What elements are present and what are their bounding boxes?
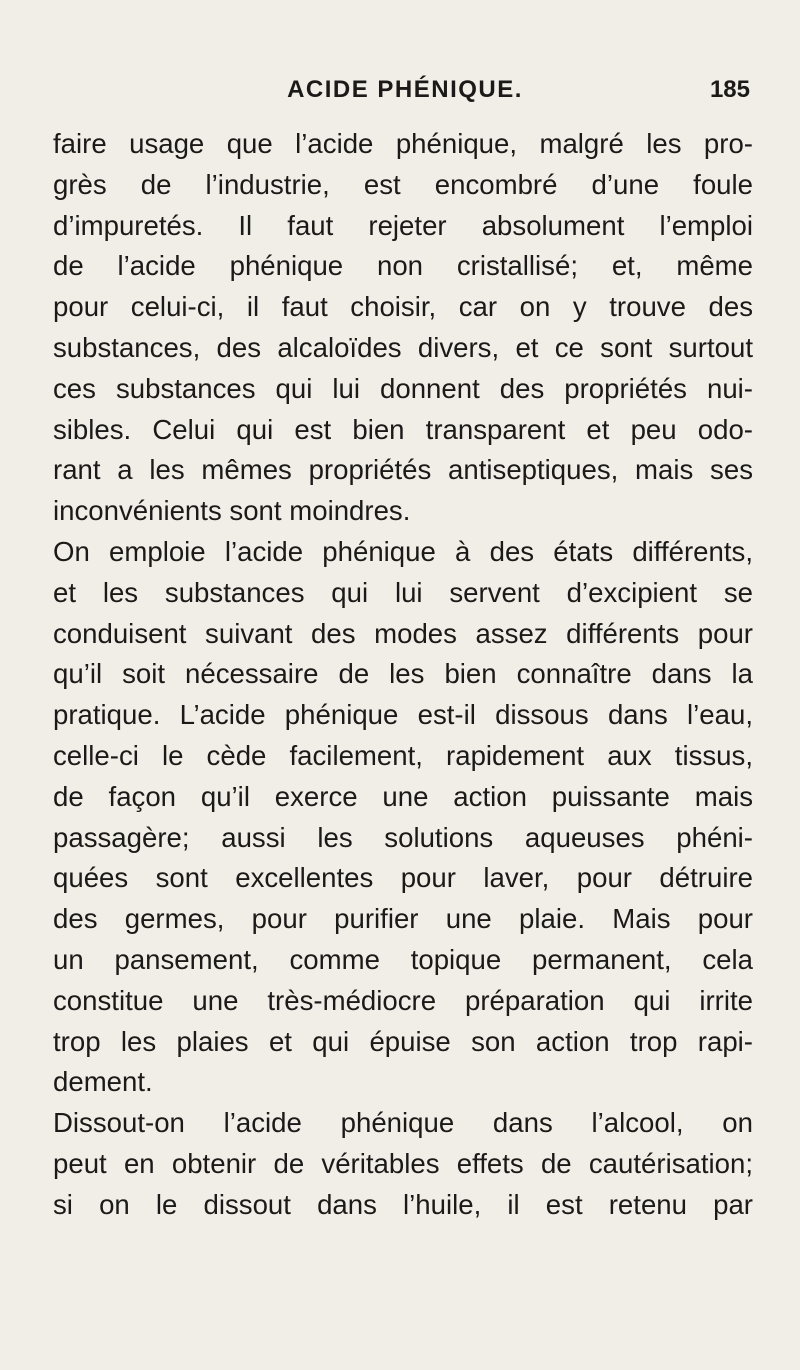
text-line: conduisent suivant des modes assez différents pour bbox=[53, 617, 753, 649]
paragraph-start-line: Dissout-on l’acide phénique dans l’alcool, on bbox=[53, 1107, 753, 1139]
text-line: substances, des alcaloïdes divers, et ce sont surtout bbox=[53, 331, 753, 363]
text-line: trop les plaies et qui épuise son action trop rapi- bbox=[53, 1025, 753, 1057]
body-text bbox=[53, 124, 753, 1226]
text-line: si on le dissout dans l’huile, il est retenu par bbox=[53, 1188, 753, 1220]
running-title: ACIDE PHÉNIQUE. bbox=[287, 76, 523, 103]
text-line: de l’acide phénique non cristallisé; et, même bbox=[53, 250, 753, 282]
text-line: sibles. Celui qui est bien transparent et peu odo- bbox=[53, 413, 753, 445]
text-line: constitue une très-médiocre préparation qui irrite bbox=[53, 984, 753, 1016]
text-line: ces substances qui lui donnent des propriétés nui- bbox=[53, 372, 753, 404]
text-line: rant a les mêmes propriétés antiseptiques, mais ses bbox=[53, 454, 753, 486]
text-line: inconvénients sont moindres. bbox=[53, 495, 411, 527]
text-line: celle-ci le cède facilement, rapidement aux tissus, bbox=[53, 739, 753, 771]
text-line: dement. bbox=[53, 1066, 153, 1098]
text-line: d’impuretés. Il faut rejeter absolument l’emploi bbox=[53, 209, 753, 241]
page-number: 185 bbox=[709, 76, 750, 103]
text-line: et les substances qui lui servent d’excipient se bbox=[53, 576, 753, 608]
running-head bbox=[60, 76, 750, 112]
text-line: de façon qu’il exerce une action puissante mais bbox=[53, 780, 753, 812]
text-line: qu’il soit nécessaire de les bien connaître dans la bbox=[53, 658, 753, 690]
paragraph-start-line: On emploie l’acide phénique à des états différents, bbox=[53, 535, 753, 567]
text-line: passagère; aussi les solutions aqueuses phéni- bbox=[53, 821, 753, 853]
text-line: peut en obtenir de véritables effets de cautérisation; bbox=[53, 1147, 753, 1179]
text-line: faire usage que l’acide phénique, malgré les pro- bbox=[53, 128, 753, 159]
text-line: un pansement, comme topique permanent, cela bbox=[53, 943, 753, 975]
text-line: des germes, pour purifier une plaie. Mais pour bbox=[53, 903, 753, 935]
text-line: pratique. L’acide phénique est-il dissous dans l’eau, bbox=[53, 699, 753, 731]
text-line: quées sont excellentes pour laver, pour détruire bbox=[53, 862, 753, 894]
text-line: grès de l’industrie, est encombré d’une foule bbox=[53, 168, 753, 200]
text-line: pour celui-ci, il faut choisir, car on y trouve des bbox=[53, 291, 753, 323]
